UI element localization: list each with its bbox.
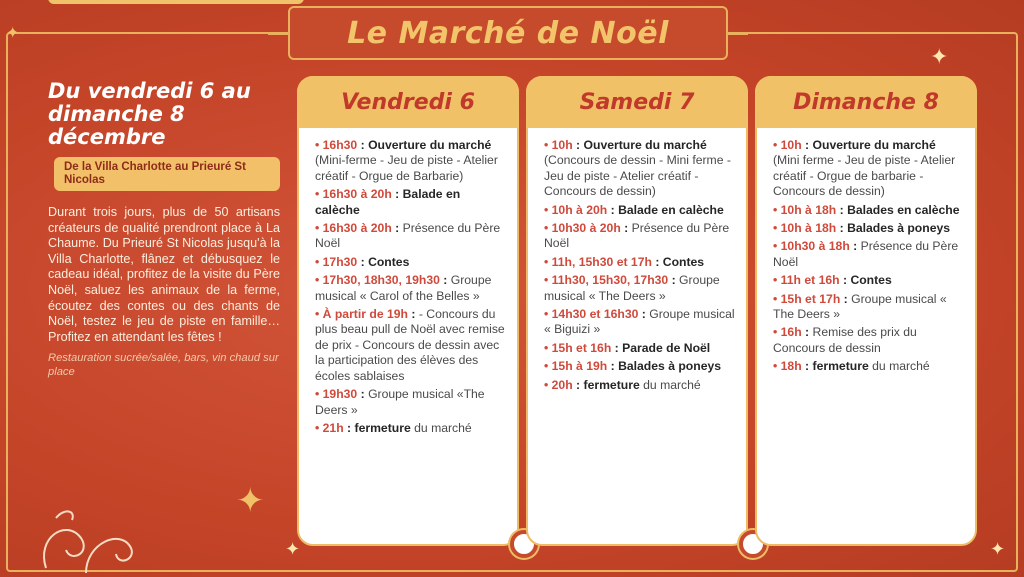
event-detail: Groupe musical « Biguizi » bbox=[544, 307, 735, 337]
event-detail: Groupe musical «The Deers » bbox=[315, 387, 485, 417]
bullet-icon: • bbox=[773, 239, 781, 254]
event-item: • 10h à 20h : Balade en calèche bbox=[544, 202, 724, 217]
bullet-icon: • bbox=[544, 202, 552, 217]
bullet-icon: • bbox=[315, 254, 323, 269]
event-time: 20h bbox=[551, 377, 573, 392]
sparkle-icon: ✦ bbox=[930, 44, 949, 69]
event-detail: du marché bbox=[872, 359, 930, 374]
event-item: • 10h30 à 18h : Présence du Père Noël bbox=[773, 239, 959, 269]
event-item: • 14h30 et 16h30 : Groupe musical « Biguizi » bbox=[544, 307, 735, 337]
event-item: • 20h : fermeture du marché bbox=[544, 377, 701, 392]
event-time: 10h30 à 18h bbox=[780, 239, 850, 254]
event-time: 16h30 bbox=[322, 138, 358, 152]
event-list bbox=[315, 138, 507, 439]
event-time: 11h30, 15h30, 17h30 bbox=[551, 273, 669, 288]
bullet-icon: • bbox=[544, 307, 552, 322]
event-time: 14h30 et 16h30 bbox=[551, 307, 639, 322]
event-detail: du marché bbox=[643, 377, 701, 392]
event-time: 16h30 à 20h bbox=[322, 187, 392, 202]
event-time: 16h bbox=[780, 325, 802, 340]
event-title: fermeture bbox=[812, 359, 873, 374]
event-list bbox=[544, 138, 736, 396]
event-item: • 21h : fermeture du marché bbox=[315, 420, 472, 435]
event-item: • 10h à 18h : Balades à poneys bbox=[773, 221, 951, 236]
event-item: • 17h30, 18h30, 19h30 : Groupe musical « Carol of the Belles » bbox=[315, 273, 492, 303]
event-title: Balade en calèche bbox=[618, 202, 724, 217]
event-item: • 15h et 16h : Parade de Noël bbox=[544, 340, 711, 355]
bullet-icon: • bbox=[315, 420, 323, 435]
bullet-icon: • bbox=[315, 221, 323, 236]
event-item: • 10h : Ouverture du marché (Concours de dessin - Mini ferme - Jeu de piste - Atelier créatif - Concours de dessin) bbox=[544, 138, 731, 199]
event-detail: Présence du Père Noël bbox=[544, 221, 730, 251]
event-title: Contes bbox=[850, 273, 892, 288]
event-item: • 11h et 16h : Contes bbox=[773, 273, 892, 288]
bullet-icon: • bbox=[773, 221, 781, 236]
day-title: Samedi 7 bbox=[579, 89, 695, 115]
event-title: Contes bbox=[368, 254, 410, 269]
event-detail: (Mini ferme - Jeu de piste - Atelier créatif - Orgue de barbarie - Concours de dessin) bbox=[773, 153, 956, 199]
event-detail: Groupe musical « The Deers » bbox=[544, 273, 720, 303]
bullet-icon: • bbox=[773, 291, 781, 306]
event-detail: du marché bbox=[414, 420, 472, 435]
day-header bbox=[526, 76, 748, 128]
event-item: • 11h, 15h30 et 17h : Contes bbox=[544, 254, 705, 269]
event-item: • 10h30 à 20h : Présence du Père Noël bbox=[544, 221, 730, 251]
event-item: • 11h30, 15h30, 17h30 : Groupe musical « The Deers » bbox=[544, 273, 720, 303]
event-time: 11h, 15h30 et 17h bbox=[551, 254, 652, 269]
event-time: 21h bbox=[322, 420, 344, 435]
day-card-samedi bbox=[526, 76, 748, 546]
bullet-icon: • bbox=[544, 254, 552, 269]
event-title: Balades à poneys bbox=[618, 359, 722, 374]
event-time: 17h30, 18h30, 19h30 bbox=[322, 273, 440, 288]
location-badge: De la Villa Charlotte au Prieuré St Nicolas bbox=[54, 157, 280, 191]
event-time: 10h à 20h bbox=[551, 202, 608, 217]
sparkle-icon: ✦ bbox=[6, 25, 20, 42]
event-item: • 16h30 à 20h : Balade en calèche bbox=[315, 187, 461, 217]
bullet-icon: • bbox=[544, 221, 552, 236]
event-time: 10h bbox=[780, 138, 802, 152]
event-item: • 10h à 18h : Balades en calèche bbox=[773, 202, 960, 217]
event-title: Parade de Noël bbox=[622, 340, 711, 355]
title-banner bbox=[288, 6, 728, 60]
event-item: • 16h : Remise des prix du Concours de dessin bbox=[773, 325, 917, 355]
bullet-icon: • bbox=[773, 138, 781, 152]
event-item: • 18h : fermeture du marché bbox=[773, 359, 930, 374]
event-time: 10h à 18h bbox=[780, 221, 837, 236]
sparkle-icon: ✦ bbox=[236, 482, 265, 520]
event-time: 11h et 16h bbox=[780, 273, 840, 288]
event-item: • 19h30 : Groupe musical «The Deers » bbox=[315, 387, 485, 417]
bullet-icon: • bbox=[544, 273, 552, 288]
event-list bbox=[773, 138, 965, 378]
event-item: • 16h30 : Ouverture du marché (Mini-ferme - Jeu de piste - Atelier créatif - Orgue de Barbarie) bbox=[315, 138, 498, 183]
event-time: 16h30 à 20h bbox=[322, 221, 392, 236]
event-item: • 17h30 : Contes bbox=[315, 254, 410, 269]
day-title: Dimanche 8 bbox=[793, 89, 939, 115]
bullet-icon: • bbox=[315, 307, 323, 322]
day-title: Vendredi 6 bbox=[341, 89, 475, 115]
event-time: 10h bbox=[551, 138, 573, 152]
event-detail: Présence du Père Noël bbox=[315, 221, 501, 251]
bullet-icon: • bbox=[773, 359, 781, 374]
event-title: Ouverture du marché bbox=[583, 138, 707, 152]
event-time: 18h bbox=[780, 359, 802, 374]
event-detail: Groupe musical « The Deers » bbox=[773, 291, 947, 322]
event-item: • 10h : Ouverture du marché (Mini ferme - Jeu de piste - Atelier créatif - Orgue de barbarie - Concours de dessin) bbox=[773, 138, 956, 199]
bullet-icon: • bbox=[544, 340, 552, 355]
event-title: Ouverture du marché bbox=[368, 138, 492, 152]
swirl-ornament-icon bbox=[36, 498, 146, 577]
event-title: fermeture bbox=[354, 420, 415, 435]
bullet-icon: • bbox=[773, 273, 781, 288]
event-title: fermeture bbox=[583, 377, 644, 392]
bullet-icon: • bbox=[544, 377, 552, 392]
event-time: 19h30 bbox=[322, 387, 358, 402]
event-item: • 15h à 19h : Balades à poneys bbox=[544, 359, 722, 374]
event-detail: - Concours du plus beau pull de Noël avec remise de prix - Concours de dessin avec la participation des élèves des écoles sablaises bbox=[315, 307, 505, 383]
event-time: À partir de 19h bbox=[322, 307, 408, 322]
event-item: • 15h et 17h : Groupe musical « The Deers » bbox=[773, 291, 947, 322]
event-time: 15h et 17h bbox=[780, 291, 841, 306]
day-header bbox=[755, 76, 977, 128]
bullet-icon: • bbox=[773, 202, 781, 217]
event-detail: (Concours de dessin - Mini ferme - Jeu de piste - Atelier créatif - Concours de dessin) bbox=[544, 153, 731, 199]
event-title: Contes bbox=[662, 254, 705, 269]
event-title: Ouverture du marché bbox=[812, 138, 936, 152]
event-detail: Groupe musical « Carol of the Belles » bbox=[315, 273, 492, 303]
top-decoration bbox=[48, 0, 304, 4]
event-time: 15h et 16h bbox=[551, 340, 612, 355]
event-detail: (Mini-ferme - Jeu de piste - Atelier créatif - Orgue de Barbarie) bbox=[315, 153, 498, 183]
restauration-note: Restauration sucrée/salée, bars, vin chaud sur place bbox=[48, 352, 279, 379]
intro-text: Durant trois jours, plus de 50 artisans créateurs de qualité prendront place à La Chaume. Du Prieuré St Nicolas jusqu'à la Villa Charlotte, flânez et débusquez le cadeau idéal, profitez de la visite du Père Noël, saluez les animaux de la ferme, écoutez des contes ou des chants de Noël, testez le jeu de piste en famille… Profitez en attendant les fêtes ! bbox=[48, 205, 280, 344]
intro-column bbox=[48, 80, 280, 379]
event-item: • À partir de 19h : - Concours du plus beau pull de Noël avec remise de prix - Concours de dessin avec la participation des élèves des écoles sablaises bbox=[315, 307, 505, 383]
event-time: 10h à 18h bbox=[780, 202, 837, 217]
bullet-icon: • bbox=[315, 387, 323, 402]
bullet-icon: • bbox=[315, 187, 323, 202]
event-detail: Remise des prix du Concours de dessin bbox=[773, 325, 917, 355]
bullet-icon: • bbox=[773, 325, 781, 340]
event-time: 10h30 à 20h bbox=[551, 221, 621, 236]
sparkle-icon: ✦ bbox=[285, 539, 301, 559]
sparkle-icon: ✦ bbox=[990, 539, 1006, 559]
event-title: Balade en calèche bbox=[315, 187, 461, 217]
event-time: 17h30 bbox=[322, 254, 358, 269]
day-card-vendredi bbox=[297, 76, 519, 546]
day-card-dimanche bbox=[755, 76, 977, 546]
bullet-icon: • bbox=[544, 138, 552, 152]
event-detail: Présence du Père Noël bbox=[773, 239, 959, 269]
bullet-icon: • bbox=[544, 359, 552, 374]
day-header bbox=[297, 76, 519, 128]
page-title: Le Marché de Noël bbox=[347, 15, 669, 51]
date-headline: Du vendredi 6 au dimanche 8 décembre bbox=[48, 79, 251, 149]
bullet-icon: • bbox=[315, 273, 323, 288]
event-item: • 16h30 à 20h : Présence du Père Noël bbox=[315, 221, 501, 251]
bullet-icon: • bbox=[315, 138, 323, 152]
event-title: Balades à poneys bbox=[847, 221, 951, 236]
event-title: Balades en calèche bbox=[847, 202, 960, 217]
event-time: 15h à 19h bbox=[551, 359, 608, 374]
